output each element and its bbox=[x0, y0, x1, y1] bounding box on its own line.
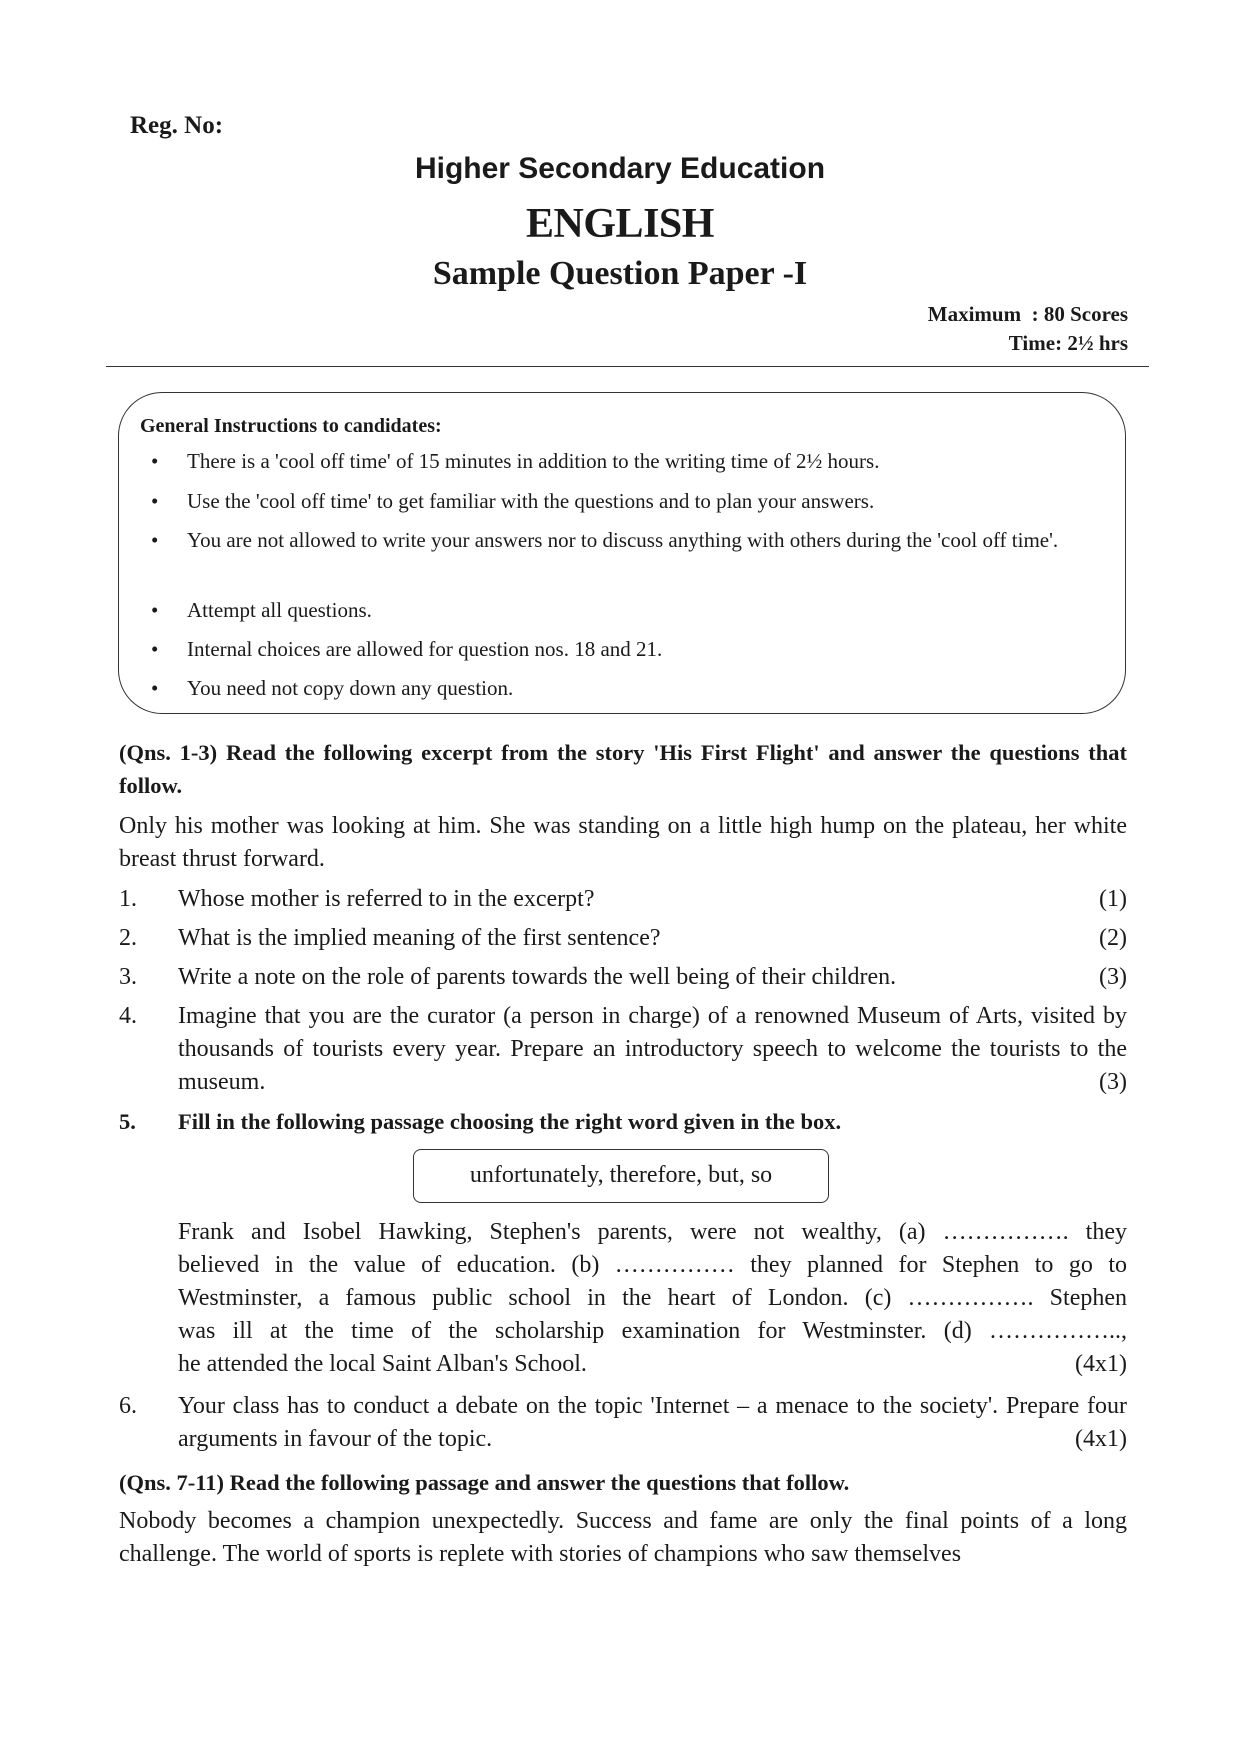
passage-line: he attended the local Saint Alban's School. bbox=[178, 1351, 587, 1377]
bullet-icon: • bbox=[151, 637, 159, 661]
question-number: 5. bbox=[119, 1109, 136, 1134]
question-number: 3. bbox=[119, 964, 137, 990]
instruction-text: There is a 'cool off time' of 15 minutes in addition to the writing time of 2½ hours. bbox=[187, 449, 880, 473]
reg-no-label: Reg. No: bbox=[130, 112, 224, 139]
bullet-icon: • bbox=[151, 449, 159, 473]
bullet-icon: • bbox=[151, 528, 159, 552]
passage-line: was ill at the time of the scholarship examination for Westminster. (d) …………….., bbox=[178, 1318, 1127, 1344]
question-number: 4. bbox=[119, 1003, 137, 1029]
time-allowed: Time: 2½ hrs bbox=[1008, 331, 1128, 355]
question-marks: (3) bbox=[1099, 964, 1127, 990]
word-box: unfortunately, therefore, but, so bbox=[413, 1149, 829, 1203]
max-scores: Maximum : 80 Scores bbox=[927, 302, 1128, 326]
question-text: What is the implied meaning of the first sentence? bbox=[178, 925, 661, 951]
bullet-icon: • bbox=[151, 676, 159, 700]
paper-title: Sample Question Paper -I bbox=[432, 255, 808, 292]
story-excerpt: Only his mother was looking at him. She was standing on a little high hump on the plateau, her white breast thrust forward. bbox=[119, 813, 1127, 872]
passage-line: Westminster, a famous public school in the heart of London. (c) ……………. Stephen bbox=[178, 1285, 1127, 1311]
section-heading: (Qns. 7-11) Read the following passage and answer the questions that follow. bbox=[119, 1470, 850, 1495]
header-divider bbox=[106, 366, 1149, 367]
instruction-text: Use the 'cool off time' to get familiar with the questions and to plan your answers. bbox=[187, 489, 875, 513]
passage-line: Frank and Isobel Hawking, Stephen's parents, were not wealthy, (a) ……………. they bbox=[178, 1219, 1127, 1245]
question-marks: (4x1) bbox=[1075, 1351, 1127, 1377]
question-text: Imagine that you are the curator (a person in charge) of a renowned Museum of Arts, visited by thousands of tourists every year. Prepare an introductory speech to welcome the tourists to the museum. bbox=[178, 1003, 1127, 1095]
passage-line-last bbox=[178, 1348, 1127, 1381]
question-marks: (4x1) bbox=[1075, 1426, 1127, 1452]
question-number: 1. bbox=[119, 886, 137, 912]
passage-line: believed in the value of education. (b) …………… they planned for Stephen to go to bbox=[178, 1252, 1127, 1278]
question-text: Write a note on the role of parents towards the well being of their children. bbox=[178, 964, 897, 990]
instruction-text: Internal choices are allowed for question nos. 18 and 21. bbox=[187, 637, 663, 661]
section-heading: (Qns. 1-3) Read the following excerpt from the story 'His First Flight' and answer the questions that follow. bbox=[119, 740, 1127, 798]
question-marks: (1) bbox=[1099, 886, 1127, 912]
instruction-text: You need not copy down any question. bbox=[187, 676, 514, 700]
question-text: Your class has to conduct a debate on the topic 'Internet – a menace to the society'. Prepare four arguments in favour of the topic. bbox=[178, 1393, 1127, 1452]
instruction-text: You are not allowed to write your answers nor to discuss anything with others during the 'cool off time'. bbox=[187, 528, 1059, 552]
passage-text: Nobody becomes a champion unexpectedly. Success and fame are only the final points of a long challenge. The world of sports is replete with stories of champions who saw themselves bbox=[119, 1508, 1127, 1567]
question-number: 2. bbox=[119, 925, 137, 951]
bullet-icon: • bbox=[151, 598, 159, 622]
question-text: Whose mother is referred to in the excerpt? bbox=[178, 886, 595, 912]
board-title: Higher Secondary Education bbox=[414, 152, 826, 185]
question-marks: (2) bbox=[1099, 925, 1127, 951]
question-marks: (3) bbox=[1099, 1069, 1127, 1095]
question-number: 6. bbox=[119, 1393, 137, 1419]
bullet-icon: • bbox=[151, 489, 159, 513]
instructions-title: General Instructions to candidates: bbox=[140, 415, 442, 437]
question-text: Fill in the following passage choosing the right word given in the box. bbox=[178, 1109, 842, 1134]
subject-title: ENGLISH bbox=[526, 201, 714, 247]
instruction-text: Attempt all questions. bbox=[187, 598, 372, 622]
